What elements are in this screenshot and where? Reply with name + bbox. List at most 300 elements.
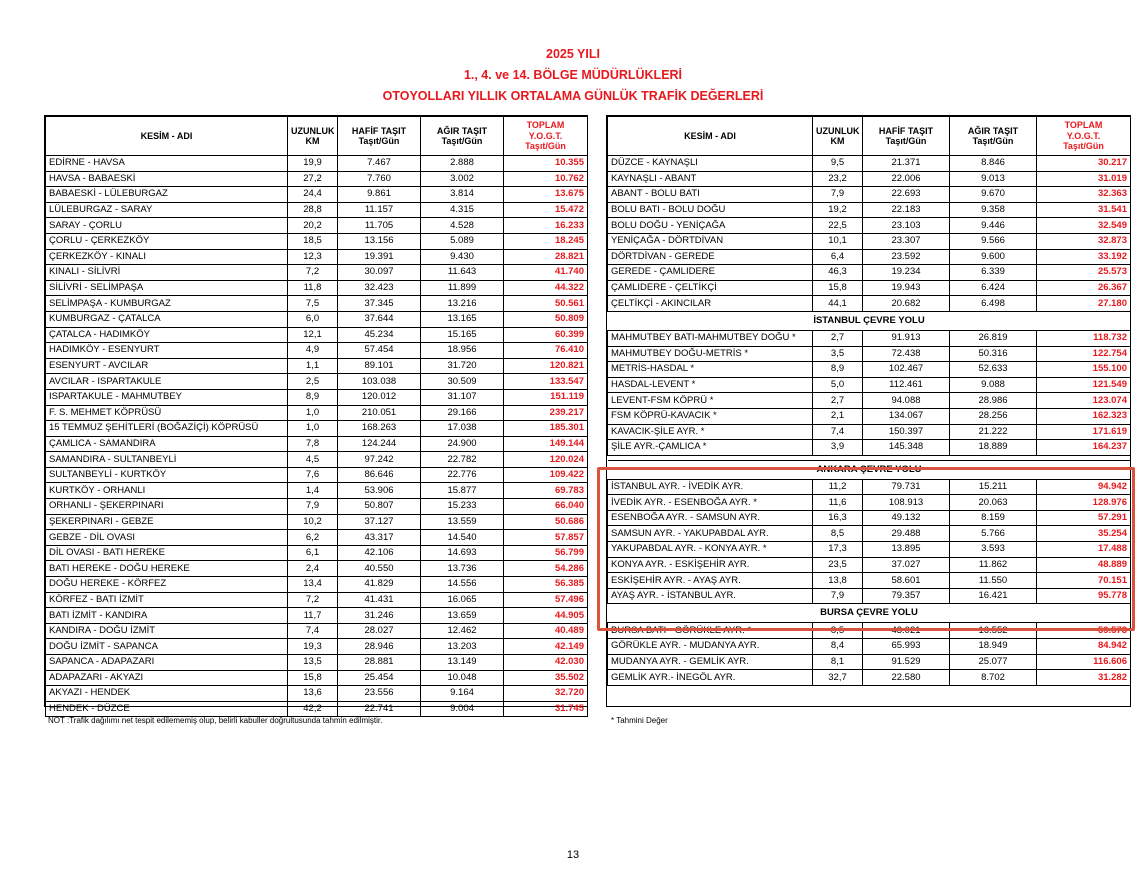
cell-kesim: ÇAMLIDERE - ÇELTİKÇİ xyxy=(608,280,813,296)
cell-toplam: 57.857 xyxy=(504,530,588,546)
cell-hafif: 58.601 xyxy=(863,573,950,589)
cell-agir: 5.766 xyxy=(950,526,1037,542)
cell-agir: 9.566 xyxy=(950,233,1037,249)
cell-toplam: 26.367 xyxy=(1037,280,1131,296)
cell-toplam: 56.385 xyxy=(504,577,588,593)
cell-toplam: 69.783 xyxy=(504,483,588,499)
cell-hafif: 43.021 xyxy=(863,623,950,639)
cell-toplam: 57.496 xyxy=(504,592,588,608)
cell-kesim: ÇERKEZKÖY - KINALI xyxy=(46,249,288,265)
cell-agir: 8.702 xyxy=(950,670,1037,686)
cell-uzunluk: 7,9 xyxy=(288,499,338,515)
cell-kesim: FSM KÖPRÜ-KAVACIK * xyxy=(608,408,813,424)
cell-agir: 26.819 xyxy=(950,330,1037,346)
note-left: NOT :Trafik dağılımı net tespit edilememiş olup, belirli kabuller doğrultusunda tahmin edilmiştir. xyxy=(48,716,383,725)
table-row xyxy=(46,670,588,686)
cell-kesim: MAHMUTBEY BATI-MAHMUTBEY DOĞU * xyxy=(608,330,813,346)
cell-hafif: 97.242 xyxy=(338,452,421,468)
cell-uzunluk: 11,6 xyxy=(813,495,863,511)
cell-kesim: KUMBURGAZ - ÇATALCA xyxy=(46,311,288,327)
cell-hafif: 79.357 xyxy=(863,588,950,604)
cell-toplam: 30.217 xyxy=(1037,156,1131,172)
table-row xyxy=(46,530,588,546)
title-main: OTOYOLLARI YILLIK ORTALAMA GÜNLÜK TRAFİK DEĞERLERİ xyxy=(382,89,764,103)
cell-uzunluk: 7,2 xyxy=(288,265,338,281)
cell-agir: 4.528 xyxy=(421,218,504,234)
table-row xyxy=(608,424,1131,440)
cell-toplam: 149.144 xyxy=(504,436,588,452)
cell-hafif: 37.027 xyxy=(863,557,950,573)
cell-hafif: 102.467 xyxy=(863,362,950,378)
cell-kesim: DÖRTDİVAN - GEREDE xyxy=(608,249,813,265)
cell-hafif: 9.861 xyxy=(338,187,421,203)
cell-uzunluk: 42,2 xyxy=(288,701,338,717)
table-row xyxy=(608,202,1131,218)
cell-uzunluk: 27,2 xyxy=(288,171,338,187)
section-title: BURSA ÇEVRE YOLU xyxy=(608,604,1131,623)
table-row xyxy=(46,187,588,203)
table-row xyxy=(46,483,588,499)
cell-uzunluk: 6,2 xyxy=(288,530,338,546)
cell-agir: 6.424 xyxy=(950,280,1037,296)
cell-uzunluk: 12,1 xyxy=(288,327,338,343)
cell-hafif: 7.467 xyxy=(338,156,421,172)
cell-agir: 31.720 xyxy=(421,358,504,374)
cell-hafif: 32.423 xyxy=(338,280,421,296)
table-row xyxy=(46,592,588,608)
cell-hafif: 94.088 xyxy=(863,393,950,409)
cell-hafif: 210.051 xyxy=(338,405,421,421)
cell-agir: 17.038 xyxy=(421,421,504,437)
cell-hafif: 37.345 xyxy=(338,296,421,312)
header-toplam: TOPLAM Y.O.G.T. Taşıt/Gün xyxy=(1037,117,1131,156)
cell-uzunluk: 16,3 xyxy=(813,510,863,526)
cell-kesim: ADAPAZARI - AKYAZI xyxy=(46,670,288,686)
cell-agir: 11.550 xyxy=(950,573,1037,589)
cell-kesim: ÇELTİKÇİ - AKINCILAR xyxy=(608,296,813,312)
cell-toplam: 164.237 xyxy=(1037,440,1131,456)
cell-agir: 9.004 xyxy=(421,701,504,717)
cell-uzunluk: 4,9 xyxy=(288,343,338,359)
cell-toplam: 120.024 xyxy=(504,452,588,468)
table-row xyxy=(46,405,588,421)
cell-uzunluk: 6,4 xyxy=(813,249,863,265)
cell-hafif: 45.234 xyxy=(338,327,421,343)
cell-kesim: AYAŞ AYR. - İSTANBUL AYR. xyxy=(608,588,813,604)
cell-agir: 3.593 xyxy=(950,542,1037,558)
table-row xyxy=(46,265,588,281)
cell-agir: 13.203 xyxy=(421,639,504,655)
cell-agir: 6.498 xyxy=(950,296,1037,312)
cell-hafif: 57.454 xyxy=(338,343,421,359)
cell-uzunluk: 9,5 xyxy=(813,156,863,172)
cell-uzunluk: 7,5 xyxy=(288,296,338,312)
ankara-highlight-box xyxy=(597,467,1135,631)
cell-kesim: BATI İZMİT - KANDIRA xyxy=(46,608,288,624)
section-title-row xyxy=(608,311,1131,330)
cell-hafif: 23.556 xyxy=(338,686,421,702)
cell-agir: 16.421 xyxy=(950,588,1037,604)
cell-agir: 15.233 xyxy=(421,499,504,515)
cell-agir: 9.446 xyxy=(950,218,1037,234)
cell-hafif: 22.693 xyxy=(863,187,950,203)
cell-kesim: KINALI - SİLİVRİ xyxy=(46,265,288,281)
table-row xyxy=(608,233,1131,249)
header-agir: AĞIR TAŞIT Taşıt/Gün xyxy=(950,117,1037,156)
cell-toplam: 128.976 xyxy=(1037,495,1131,511)
cell-toplam: 116.606 xyxy=(1037,654,1131,670)
note-right: * Tahmini Değer xyxy=(611,716,668,725)
cell-hafif: 91.529 xyxy=(863,654,950,670)
cell-agir: 8.159 xyxy=(950,510,1037,526)
cell-hafif: 41.431 xyxy=(338,592,421,608)
cell-kesim: ESENYURT - AVCILAR xyxy=(46,358,288,374)
cell-kesim: AKYAZI - HENDEK xyxy=(46,686,288,702)
cell-agir: 16.552 xyxy=(950,623,1037,639)
cell-kesim: LÜLEBURGAZ - SARAY xyxy=(46,202,288,218)
table-row xyxy=(46,358,588,374)
cell-kesim: ŞEKERPINARI - GEBZE xyxy=(46,514,288,530)
cell-hafif: 31.246 xyxy=(338,608,421,624)
cell-agir: 52.633 xyxy=(950,362,1037,378)
cell-kesim: SAPANCA - ADAPAZARI xyxy=(46,655,288,671)
cell-agir: 14.540 xyxy=(421,530,504,546)
table-row xyxy=(46,280,588,296)
cell-hafif: 23.103 xyxy=(863,218,950,234)
table-row xyxy=(46,499,588,515)
table-header-row xyxy=(46,117,588,156)
cell-hafif: 13.156 xyxy=(338,233,421,249)
cell-agir: 9.088 xyxy=(950,377,1037,393)
table-row xyxy=(608,362,1131,378)
table-row xyxy=(46,436,588,452)
cell-toplam: 32.363 xyxy=(1037,187,1131,203)
cell-kesim: KURTKÖY - ORHANLI xyxy=(46,483,288,499)
cell-toplam: 31.541 xyxy=(1037,202,1131,218)
cell-hafif: 103.038 xyxy=(338,374,421,390)
cell-agir: 13.736 xyxy=(421,561,504,577)
cell-hafif: 40.550 xyxy=(338,561,421,577)
cell-toplam: 32.549 xyxy=(1037,218,1131,234)
cell-agir: 11.643 xyxy=(421,265,504,281)
cell-uzunluk: 23,2 xyxy=(813,171,863,187)
cell-hafif: 112.461 xyxy=(863,377,950,393)
cell-agir: 8.846 xyxy=(950,156,1037,172)
cell-toplam: 10.762 xyxy=(504,171,588,187)
cell-hafif: 22.183 xyxy=(863,202,950,218)
left-traffic-table xyxy=(45,116,588,717)
cell-toplam: 15.472 xyxy=(504,202,588,218)
cell-uzunluk: 11,2 xyxy=(813,479,863,495)
cell-agir: 25.077 xyxy=(950,654,1037,670)
cell-hafif: 37.127 xyxy=(338,514,421,530)
table-row xyxy=(46,545,588,561)
cell-toplam: 94.942 xyxy=(1037,479,1131,495)
cell-uzunluk: 7,8 xyxy=(288,436,338,452)
cell-uzunluk: 7,6 xyxy=(288,467,338,483)
table-row xyxy=(608,280,1131,296)
table-row xyxy=(46,421,588,437)
cell-kesim: ESENBOĞA AYR. - SAMSUN AYR. xyxy=(608,510,813,526)
cell-uzunluk: 10,1 xyxy=(813,233,863,249)
cell-toplam: 151.119 xyxy=(504,389,588,405)
cell-agir: 11.899 xyxy=(421,280,504,296)
cell-agir: 3.814 xyxy=(421,187,504,203)
cell-kesim: SELİMPAŞA - KUMBURGAZ xyxy=(46,296,288,312)
cell-kesim: BOLU BATI - BOLU DOĞU xyxy=(608,202,813,218)
cell-uzunluk: 28,8 xyxy=(288,202,338,218)
cell-hafif: 91.913 xyxy=(863,330,950,346)
cell-toplam: 28.821 xyxy=(504,249,588,265)
cell-uzunluk: 2,1 xyxy=(813,408,863,424)
table-row xyxy=(608,654,1131,670)
cell-agir: 12.462 xyxy=(421,623,504,639)
cell-hafif: 120.012 xyxy=(338,389,421,405)
title-directorates: 1., 4. ve 14. BÖLGE MÜDÜRLÜKLERİ xyxy=(463,68,683,82)
cell-uzunluk: 10,2 xyxy=(288,514,338,530)
cell-uzunluk: 19,9 xyxy=(288,156,338,172)
cell-uzunluk: 15,8 xyxy=(813,280,863,296)
cell-toplam: 84.942 xyxy=(1037,639,1131,655)
cell-uzunluk: 15,8 xyxy=(288,670,338,686)
cell-hafif: 19.943 xyxy=(863,280,950,296)
cell-toplam: 17.488 xyxy=(1037,542,1131,558)
cell-agir: 22.782 xyxy=(421,452,504,468)
cell-kesim: F. S. MEHMET KÖPRÜSÜ xyxy=(46,405,288,421)
cell-toplam: 27.180 xyxy=(1037,296,1131,312)
table-row xyxy=(46,202,588,218)
header-uzunluk: UZUNLUK KM xyxy=(813,117,863,156)
cell-hafif: 108.913 xyxy=(863,495,950,511)
table-row xyxy=(46,249,588,265)
table-row xyxy=(46,327,588,343)
cell-agir: 30.509 xyxy=(421,374,504,390)
table-row xyxy=(46,577,588,593)
cell-toplam: 42.030 xyxy=(504,655,588,671)
table-row xyxy=(608,249,1131,265)
cell-kesim: İVEDİK AYR. - ESENBOĞA AYR. * xyxy=(608,495,813,511)
cell-hafif: 22.741 xyxy=(338,701,421,717)
cell-uzunluk: 13,5 xyxy=(288,655,338,671)
cell-toplam: 44.322 xyxy=(504,280,588,296)
cell-toplam: 32.873 xyxy=(1037,233,1131,249)
cell-agir: 24.900 xyxy=(421,436,504,452)
cell-toplam: 185.301 xyxy=(504,421,588,437)
header-agir: AĞIR TAŞIT Taşıt/Gün xyxy=(421,117,504,156)
cell-uzunluk: 8,5 xyxy=(813,623,863,639)
cell-uzunluk: 6,1 xyxy=(288,545,338,561)
cell-hafif: 22.006 xyxy=(863,171,950,187)
cell-uzunluk: 44,1 xyxy=(813,296,863,312)
cell-kesim: ISPARTAKULE - MAHMUTBEY xyxy=(46,389,288,405)
cell-kesim: 15 TEMMUZ ŞEHİTLERİ (BOĞAZİÇİ) KÖPRÜSÜ xyxy=(46,421,288,437)
cell-kesim: MAHMUTBEY DOĞU-METRİS * xyxy=(608,346,813,362)
cell-toplam: 95.778 xyxy=(1037,588,1131,604)
cell-kesim: GEBZE - DİL OVASI xyxy=(46,530,288,546)
cell-uzunluk: 18,5 xyxy=(288,233,338,249)
cell-hafif: 72.438 xyxy=(863,346,950,362)
table-row xyxy=(46,639,588,655)
cell-hafif: 20.682 xyxy=(863,296,950,312)
cell-kesim: HASDAL-LEVENT * xyxy=(608,377,813,393)
cell-uzunluk: 1,0 xyxy=(288,421,338,437)
cell-toplam: 42.149 xyxy=(504,639,588,655)
cell-uzunluk: 11,8 xyxy=(288,280,338,296)
table-row xyxy=(46,561,588,577)
cell-uzunluk: 3,5 xyxy=(813,346,863,362)
table-row xyxy=(608,330,1131,346)
cell-agir: 9.600 xyxy=(950,249,1037,265)
cell-agir: 15.211 xyxy=(950,479,1037,495)
cell-hafif: 89.101 xyxy=(338,358,421,374)
cell-toplam: 162.323 xyxy=(1037,408,1131,424)
cell-hafif: 21.371 xyxy=(863,156,950,172)
cell-hafif: 42.106 xyxy=(338,545,421,561)
cell-toplam: 13.675 xyxy=(504,187,588,203)
cell-hafif: 28.946 xyxy=(338,639,421,655)
cell-uzunluk: 12,3 xyxy=(288,249,338,265)
table-row xyxy=(608,670,1131,686)
cell-toplam: 133.547 xyxy=(504,374,588,390)
cell-uzunluk: 23,5 xyxy=(813,557,863,573)
cell-kesim: ABANT - BOLU BATI xyxy=(608,187,813,203)
cell-toplam: 35.502 xyxy=(504,670,588,686)
table-row xyxy=(608,156,1131,172)
cell-hafif: 11.705 xyxy=(338,218,421,234)
cell-uzunluk: 5,0 xyxy=(813,377,863,393)
cell-toplam: 109.422 xyxy=(504,467,588,483)
cell-toplam: 10.355 xyxy=(504,156,588,172)
table-row xyxy=(608,440,1131,456)
cell-toplam: 120.821 xyxy=(504,358,588,374)
cell-agir: 9.358 xyxy=(950,202,1037,218)
table-row xyxy=(608,393,1131,409)
cell-agir: 15.877 xyxy=(421,483,504,499)
cell-uzunluk: 6,0 xyxy=(288,311,338,327)
cell-hafif: 145.348 xyxy=(863,440,950,456)
cell-uzunluk: 22,5 xyxy=(813,218,863,234)
table-header-row xyxy=(608,117,1131,156)
cell-hafif: 25.454 xyxy=(338,670,421,686)
cell-kesim: ESKİŞEHİR AYR. - AYAŞ AYR. xyxy=(608,573,813,589)
header-kesim: KESİM - ADI xyxy=(608,117,813,156)
cell-uzunluk: 7,4 xyxy=(813,424,863,440)
cell-uzunluk: 7,9 xyxy=(813,187,863,203)
cell-kesim: DİL OVASI - BATI HEREKE xyxy=(46,545,288,561)
table-row xyxy=(46,686,588,702)
table-row xyxy=(608,639,1131,655)
cell-hafif: 28.881 xyxy=(338,655,421,671)
cell-agir: 13.165 xyxy=(421,311,504,327)
table-row xyxy=(608,346,1131,362)
cell-uzunluk: 20,2 xyxy=(288,218,338,234)
cell-agir: 9.670 xyxy=(950,187,1037,203)
cell-kesim: SARAY - ÇORLU xyxy=(46,218,288,234)
cell-agir: 11.862 xyxy=(950,557,1037,573)
cell-kesim: KONYA AYR. - ESKİŞEHİR AYR. xyxy=(608,557,813,573)
cell-agir: 9.164 xyxy=(421,686,504,702)
cell-toplam: 57.291 xyxy=(1037,510,1131,526)
cell-toplam: 33.192 xyxy=(1037,249,1131,265)
table-row xyxy=(46,296,588,312)
cell-agir: 28.256 xyxy=(950,408,1037,424)
cell-uzunluk: 2,7 xyxy=(813,330,863,346)
cell-agir: 9.430 xyxy=(421,249,504,265)
cell-kesim: ORHANLI - ŞEKERPINARI xyxy=(46,499,288,515)
cell-hafif: 41.829 xyxy=(338,577,421,593)
cell-toplam: 50.809 xyxy=(504,311,588,327)
cell-uzunluk: 11,7 xyxy=(288,608,338,624)
cell-uzunluk: 7,2 xyxy=(288,592,338,608)
cell-uzunluk: 2,4 xyxy=(288,561,338,577)
cell-toplam: 44.905 xyxy=(504,608,588,624)
table-row xyxy=(46,655,588,671)
table-row xyxy=(608,265,1131,281)
cell-kesim: BOLU DOĞU - YENİÇAĞA xyxy=(608,218,813,234)
cell-agir: 31.107 xyxy=(421,389,504,405)
cell-kesim: DÜZCE - KAYNAŞLI xyxy=(608,156,813,172)
cell-kesim: GEREDE - ÇAMLIDERE xyxy=(608,265,813,281)
cell-hafif: 79.731 xyxy=(863,479,950,495)
cell-kesim: ÇATALCA - HADIMKÖY xyxy=(46,327,288,343)
cell-kesim: SİLİVRİ - SELİMPAŞA xyxy=(46,280,288,296)
cell-hafif: 43.317 xyxy=(338,530,421,546)
cell-kesim: BATI HEREKE - DOĞU HEREKE xyxy=(46,561,288,577)
cell-toplam: 60.399 xyxy=(504,327,588,343)
cell-kesim: HENDEK - DÜZCE xyxy=(46,701,288,717)
cell-hafif: 28.027 xyxy=(338,623,421,639)
cell-uzunluk: 8,4 xyxy=(813,639,863,655)
cell-agir: 16.065 xyxy=(421,592,504,608)
table-row xyxy=(46,467,588,483)
cell-hafif: 19.234 xyxy=(863,265,950,281)
cell-toplam: 35.254 xyxy=(1037,526,1131,542)
cell-uzunluk: 3,9 xyxy=(813,440,863,456)
cell-uzunluk: 8,9 xyxy=(288,389,338,405)
cell-hafif: 134.067 xyxy=(863,408,950,424)
cell-toplam: 171.619 xyxy=(1037,424,1131,440)
cell-toplam: 118.732 xyxy=(1037,330,1131,346)
cell-toplam: 54.286 xyxy=(504,561,588,577)
cell-toplam: 76.410 xyxy=(504,343,588,359)
cell-toplam: 123.074 xyxy=(1037,393,1131,409)
cell-toplam: 239.217 xyxy=(504,405,588,421)
cell-uzunluk: 8,9 xyxy=(813,362,863,378)
header-hafif: HAFİF TAŞIT Taşıt/Gün xyxy=(863,117,950,156)
cell-uzunluk: 13,8 xyxy=(813,573,863,589)
cell-kesim: ÇAMLICA - SAMANDIRA xyxy=(46,436,288,452)
cell-uzunluk: 24,4 xyxy=(288,187,338,203)
table-row xyxy=(608,296,1131,312)
cell-kesim: DOĞU İZMİT - SAPANCA xyxy=(46,639,288,655)
cell-agir: 14.556 xyxy=(421,577,504,593)
cell-agir: 50.316 xyxy=(950,346,1037,362)
cell-uzunluk: 13,4 xyxy=(288,577,338,593)
cell-kesim: GÖRÜKLE AYR. - MUDANYA AYR. xyxy=(608,639,813,655)
cell-agir: 18.949 xyxy=(950,639,1037,655)
cell-agir: 28.986 xyxy=(950,393,1037,409)
cell-uzunluk: 19,2 xyxy=(813,202,863,218)
cell-agir: 10.048 xyxy=(421,670,504,686)
header-kesim: KESİM - ADI xyxy=(46,117,288,156)
cell-agir: 22.776 xyxy=(421,467,504,483)
cell-kesim: BURSA BATI - GÖRÜKLE AYR. * xyxy=(608,623,813,639)
cell-uzunluk: 1,0 xyxy=(288,405,338,421)
cell-hafif: 23.592 xyxy=(863,249,950,265)
cell-kesim: HAVSA - BABAESKİ xyxy=(46,171,288,187)
cell-agir: 18.956 xyxy=(421,343,504,359)
cell-hafif: 124.244 xyxy=(338,436,421,452)
